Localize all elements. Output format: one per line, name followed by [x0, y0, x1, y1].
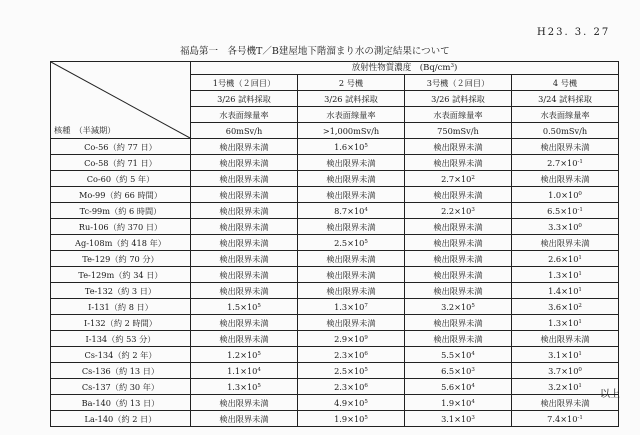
concentration-cell: $2.3\times 10^6$ — [298, 379, 405, 395]
concentration-cell: 検出限界未満 — [191, 251, 298, 267]
concentration-cell: $1.1\times 10^4$ — [191, 363, 298, 379]
sampling-date-2: 3/26 試料採取 — [298, 91, 405, 107]
table-row — [51, 155, 619, 171]
table-row — [51, 363, 619, 379]
document-date: H23. 3. 27 — [537, 27, 611, 38]
concentration-cell: 検出限界未満 — [298, 187, 405, 203]
nuclide-cell: I-134（約 53 分） — [51, 331, 191, 347]
concentration-cell: $7.4\times 10^{-1}$ — [512, 411, 619, 427]
concentration-cell: 検出限界未満 — [512, 395, 619, 411]
nuclide-cell: Ru-106（約 370 日） — [51, 219, 191, 235]
nuclide-cell: Mo-99（約 66 時間） — [51, 187, 191, 203]
concentration-cell: $3.1\times 10^3$ — [405, 411, 512, 427]
table-row — [51, 315, 619, 331]
table-row — [51, 347, 619, 363]
concentration-cell: 検出限界未満 — [405, 283, 512, 299]
concentration-cell: $1.6\times 10^5$ — [298, 139, 405, 155]
table-row — [51, 187, 619, 203]
sampling-date-4: 3/24 試料採取 — [512, 91, 619, 107]
table-row — [51, 299, 619, 315]
table-row — [51, 203, 619, 219]
concentration-header: 放射性物質濃度 $(Bq/cm^3)$ — [191, 62, 619, 75]
table-row — [51, 411, 619, 427]
nuclide-cell: Ba-140（約 13 日） — [51, 395, 191, 411]
concentration-cell: 検出限界未満 — [512, 331, 619, 347]
concentration-cell: $3.6\times 10^2$ — [512, 299, 619, 315]
dose-rate-label-3: 水表面線量率 — [405, 107, 512, 123]
concentration-cell: 検出限界未満 — [298, 267, 405, 283]
concentration-cell: 検出限界未満 — [191, 155, 298, 171]
concentration-cell: $3.1\times 10^1$ — [512, 347, 619, 363]
concentration-cell: 検出限界未満 — [191, 235, 298, 251]
concentration-cell: 検出限界未満 — [191, 219, 298, 235]
nuclide-cell: I-132（約 2 時間） — [51, 315, 191, 331]
concentration-cell: $3.2\times 10^5$ — [405, 299, 512, 315]
concentration-cell: 検出限界未満 — [191, 331, 298, 347]
dose-rate-label-2: 水表面線量率 — [298, 107, 405, 123]
concentration-cell: $5.5\times 10^4$ — [405, 347, 512, 363]
unit-name-4: 4 号機 — [512, 75, 619, 91]
concentration-cell: $1.5\times 10^5$ — [191, 299, 298, 315]
sampling-date-3: 3/26 試料採取 — [405, 91, 512, 107]
concentration-cell: 検出限界未満 — [191, 171, 298, 187]
concentration-cell: $1.3\times 10^1$ — [512, 315, 619, 331]
concentration-cell: $6.5\times 10^{-1}$ — [512, 203, 619, 219]
nuclide-cell: Co-58（約 71 日） — [51, 155, 191, 171]
table-row — [51, 379, 619, 395]
nuclide-cell: Ag-108m（約 418 年） — [51, 235, 191, 251]
concentration-cell: $2.3\times 10^6$ — [298, 347, 405, 363]
concentration-cell: 検出限界未満 — [298, 251, 405, 267]
nuclide-cell: Cs-134（約 2 年） — [51, 347, 191, 363]
concentration-cell: $1.3\times 10^1$ — [512, 267, 619, 283]
table-row — [51, 395, 619, 411]
nuclide-cell: Cs-136（約 13 日） — [51, 363, 191, 379]
concentration-cell: 検出限界未満 — [512, 139, 619, 155]
concentration-cell: $1.2\times 10^5$ — [191, 347, 298, 363]
concentration-cell: 検出限界未満 — [191, 267, 298, 283]
concentration-cell: $4.9\times 10^5$ — [298, 395, 405, 411]
concentration-cell: $2.6\times 10^1$ — [512, 251, 619, 267]
concentration-cell: 検出限界未満 — [405, 219, 512, 235]
nuclide-cell: Te-129（約 70 分） — [51, 251, 191, 267]
concentration-cell: $1.3\times 10^7$ — [298, 299, 405, 315]
concentration-cell: 検出限界未満 — [191, 283, 298, 299]
dose-rate-label-1: 水表面線量率 — [191, 107, 298, 123]
nuclide-cell: Te-132（約 3 日） — [51, 283, 191, 299]
table-row — [51, 219, 619, 235]
table-row — [51, 331, 619, 347]
concentration-cell: 検出限界未満 — [405, 315, 512, 331]
concentration-cell: 検出限界未満 — [405, 331, 512, 347]
concentration-cell: $1.0\times 10^0$ — [512, 187, 619, 203]
concentration-cell: $3.7\times 10^0$ — [512, 363, 619, 379]
unit-name-3: 3号機（２回目） — [405, 75, 512, 91]
concentration-cell: $1.9\times 10^5$ — [298, 411, 405, 427]
nuclide-cell: Co-60（約 5 年） — [51, 171, 191, 187]
concentration-cell: 検出限界未満 — [298, 155, 405, 171]
concentration-cell: $1.3\times 10^5$ — [191, 379, 298, 395]
unit-name-1: 1号機（２回目） — [191, 75, 298, 91]
concentration-cell: $3.2\times 10^1$ — [512, 379, 619, 395]
dose-rate-value-4: 0.50mSv/h — [512, 123, 619, 139]
table-row — [51, 139, 619, 155]
concentration-cell: 検出限界未満 — [405, 187, 512, 203]
concentration-cell: 検出限界未満 — [405, 155, 512, 171]
concentration-cell: 検出限界未満 — [298, 283, 405, 299]
concentration-cell: $8.7\times 10^4$ — [298, 203, 405, 219]
nuclide-cell: Cs-137（約 30 年） — [51, 379, 191, 395]
concentration-cell: 検出限界未満 — [191, 315, 298, 331]
concentration-cell: $1.9\times 10^4$ — [405, 395, 512, 411]
concentration-cell: 検出限界未満 — [191, 187, 298, 203]
concentration-cell: 検出限界未満 — [405, 235, 512, 251]
table-row — [51, 235, 619, 251]
concentration-cell: 検出限界未満 — [405, 267, 512, 283]
concentration-cell: $1.4\times 10^1$ — [512, 283, 619, 299]
results-table — [50, 61, 619, 427]
concentration-cell: 検出限界未満 — [298, 219, 405, 235]
concentration-cell: $2.7\times 10^{-1}$ — [512, 155, 619, 171]
unit-name-2: 2 号機 — [298, 75, 405, 91]
document-title: 福島第一 各号機T／B建屋地下階溜まり水の測定結果について — [180, 46, 450, 57]
table-row — [51, 251, 619, 267]
concentration-cell: 検出限界未満 — [191, 139, 298, 155]
concentration-cell: $2.9\times 10^9$ — [298, 331, 405, 347]
table-row — [51, 283, 619, 299]
concentration-cell: $5.6\times 10^4$ — [405, 379, 512, 395]
concentration-cell: $3.3\times 10^0$ — [512, 219, 619, 235]
dose-rate-value-3: 750mSv/h — [405, 123, 512, 139]
nuclide-cell: La-140（約 2 日） — [51, 411, 191, 427]
nuclide-cell: Co-56（約 77 日） — [51, 139, 191, 155]
concentration-cell: $2.2\times 10^3$ — [405, 203, 512, 219]
concentration-cell: $2.5\times 10^5$ — [298, 363, 405, 379]
concentration-cell: 検出限界未満 — [298, 171, 405, 187]
closing-mark: 以上 — [600, 389, 620, 400]
concentration-cell: 検出限界未満 — [298, 315, 405, 331]
concentration-cell: 検出限界未満 — [405, 251, 512, 267]
concentration-cell: 検出限界未満 — [191, 203, 298, 219]
table-row — [51, 171, 619, 187]
table-row — [51, 267, 619, 283]
concentration-cell: 検出限界未満 — [405, 139, 512, 155]
concentration-cell: 検出限界未満 — [191, 411, 298, 427]
nuclide-cell: I-131（約 8 日） — [51, 299, 191, 315]
dose-rate-label-4: 水表面線量率 — [512, 107, 619, 123]
nuclide-cell: Tc-99m（約 6 時間） — [51, 203, 191, 219]
concentration-cell: $2.7\times 10^2$ — [405, 171, 512, 187]
concentration-cell: $6.5\times 10^3$ — [405, 363, 512, 379]
concentration-cell: 検出限界未満 — [512, 235, 619, 251]
concentration-cell: $2.5\times 10^5$ — [298, 235, 405, 251]
corner-header-cell — [51, 62, 191, 139]
concentration-cell: 検出限界未満 — [512, 171, 619, 187]
nuclide-column-label: 核種 （半減期） — [54, 125, 116, 135]
nuclide-cell: Te-129m（約 34 日） — [51, 267, 191, 283]
concentration-cell: 検出限界未満 — [191, 395, 298, 411]
dose-rate-value-1: 60mSv/h — [191, 123, 298, 139]
dose-rate-value-2: >1,000mSv/h — [298, 123, 405, 139]
sampling-date-1: 3/26 試料採取 — [191, 91, 298, 107]
